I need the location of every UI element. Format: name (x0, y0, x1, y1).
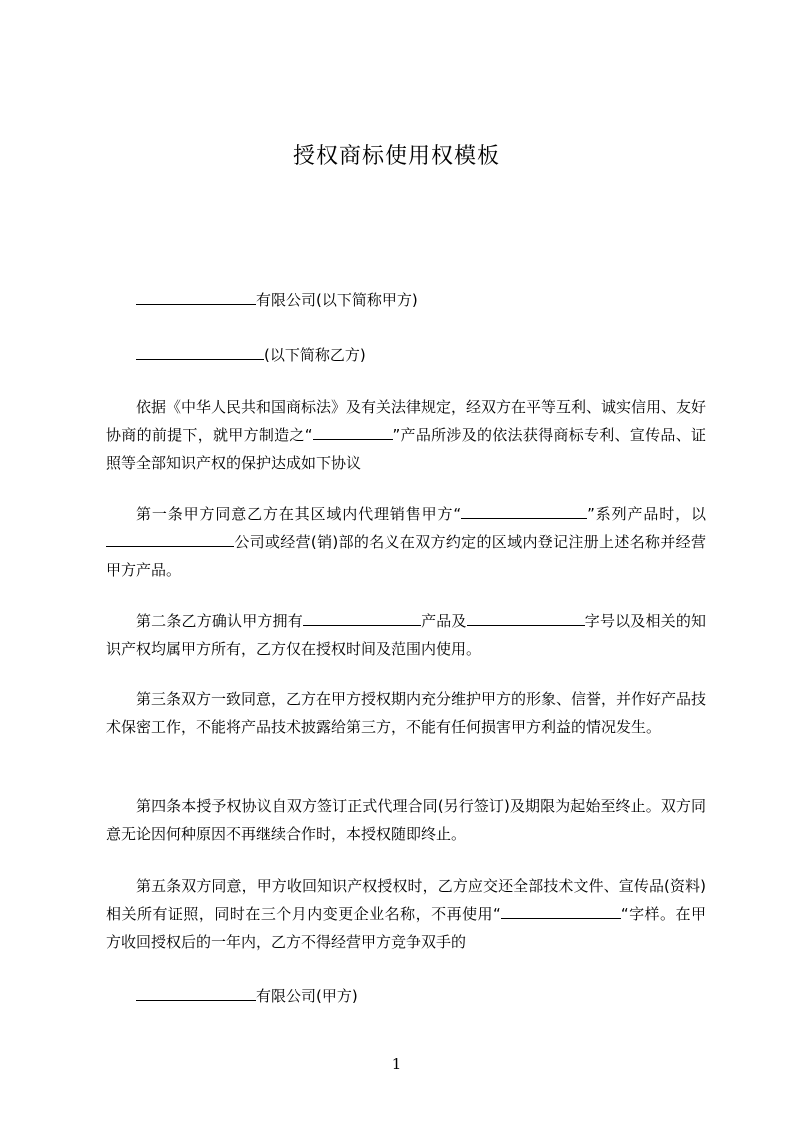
article-3: 第三条双方一致同意，乙方在甲方授权期内充分维护甲方的形象、信誉，并作好产品技术保密工作，不能将产品技术披露给第三方，不能有任何损害甲方利益的情况发生。 (106, 690, 707, 736)
party-b-line (136, 344, 366, 365)
article-5-text-1: 第五条双方同意，甲方收回知识产权授权时，乙方应交还全部技术文件、宣传品(资料)相关所有证照，同时在三个月内变更企业名称，不再使用“ (106, 877, 706, 923)
brand-name-blank[interactable] (501, 903, 621, 919)
intro-text-1: 依据《中华人民共和国商标法》及有关法律规定，经双方在平等互利、诚实信用、友好协商的前提下，就甲方制造之“ (106, 398, 707, 444)
signature-a-name-blank[interactable] (136, 985, 256, 1001)
article-1-text-3: 公司或经营(销)部的名义在双方约定的区域内登记注册上述名称并经营甲方产品。 (106, 533, 706, 579)
article-5 (106, 872, 706, 956)
product-series-blank[interactable] (461, 503, 587, 519)
article-1-text-1: 第一条甲方同意乙方在其区域内代理销售甲方“ (136, 505, 462, 523)
intro-paragraph (106, 393, 706, 477)
article-1 (106, 500, 706, 584)
article-2-text-3: 字号以及相关的知识产权均属甲方所有，乙方仅在授权时间及范围内使用。 (106, 612, 706, 658)
party-a-line (136, 289, 418, 310)
product-blank[interactable] (303, 610, 421, 626)
page-number: 1 (391, 1055, 402, 1073)
document-title: 授权商标使用权模板 (292, 144, 500, 169)
party-a-label: 有限公司(以下简称甲方) (256, 291, 418, 309)
intro-text-2: ”产品所涉及的依法获得商标专利、宣传品、证照等全部知识产权的保护达成如下协议 (106, 426, 706, 472)
product-name-blank[interactable] (313, 424, 393, 440)
article-5-text-2: “字样。在甲方收回授权后的一年内，乙方不得经营甲方竞争双手的 (106, 905, 706, 951)
party-b-name-blank[interactable] (136, 344, 264, 360)
company-name-blank[interactable] (106, 531, 234, 547)
article-2-text-2: 产品及 (420, 612, 467, 630)
article-2 (106, 607, 706, 663)
article-2-text-1: 第二条乙方确认甲方拥有 (136, 612, 303, 630)
signature-a-line (136, 985, 358, 1006)
signature-a-label: 有限公司(甲方) (256, 987, 358, 1005)
article-1-text-2: ”系列产品时，以 (587, 505, 706, 523)
article-4: 第四条本授予权协议自双方签订正式代理合同(另行签订)及期限为起始至终止。双方同意无论因何种原因不再继续合作时，本授权随即终止。 (106, 797, 706, 843)
trade-name-blank[interactable] (467, 610, 585, 626)
party-a-name-blank[interactable] (136, 289, 256, 305)
party-b-label: (以下简称乙方) (264, 346, 366, 364)
